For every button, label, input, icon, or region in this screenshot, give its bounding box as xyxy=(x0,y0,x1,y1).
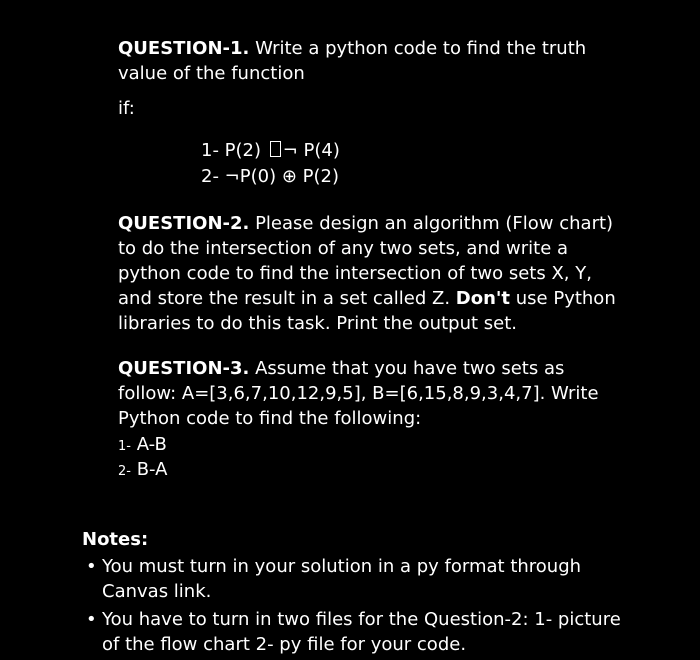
note-item-1-text: You must turn in your solution in a py format through Canvas link. xyxy=(102,556,582,602)
question-1-item-2: 2- ¬P(0) ⊕ P(2) xyxy=(201,166,339,187)
question-2-text-after: use Python libraries to do this task. Print the output set. xyxy=(118,288,616,334)
question-1 xyxy=(118,36,638,86)
question-2 xyxy=(118,211,618,336)
notes-section xyxy=(82,527,642,660)
question-1-item-1-suffix: ¬ P(4) xyxy=(282,140,340,161)
bullet-icon: • xyxy=(86,556,97,577)
question-1-if: if: xyxy=(118,98,135,119)
missing-glyph-icon xyxy=(270,141,281,157)
question-3-text: Assume that you have two sets as follow: A=[3,6,7,10,12,9,5], B=[6,15,8,9,3,4,7]. Write Python code to find the following: xyxy=(118,358,599,429)
notes-title: Notes: xyxy=(82,529,149,550)
question-1-text: Write a python code to find the truth value of the function xyxy=(118,38,587,84)
question-3-item-2 xyxy=(118,457,618,482)
question-3-item-2-number: 2- xyxy=(118,464,131,479)
question-3-item-1 xyxy=(118,432,618,457)
question-1-item-1-prefix: 1- P(2) xyxy=(201,140,267,161)
question-1-items xyxy=(201,138,340,190)
note-item-2-text: You have to turn in two files for the Question-2: 1- picture of the flow chart 2- py file for your code. xyxy=(102,609,621,655)
question-3 xyxy=(118,356,618,482)
question-2-label: QUESTION-2. xyxy=(118,213,250,234)
question-3-item-2-text: B-A xyxy=(130,459,168,480)
question-2-text-before: Please design an algorithm (Flow chart) to do the intersection of any two sets, and write a python code to find the intersection of two sets X, Y, and store the result in a set called Z. xyxy=(118,213,614,309)
question-1-label: QUESTION-1. xyxy=(118,38,250,59)
question-3-item-1-text: A-B xyxy=(130,434,167,455)
question-1-item-1 xyxy=(201,138,340,164)
note-item-1 xyxy=(82,554,642,604)
question-3-items xyxy=(118,432,618,482)
question-3-label: QUESTION-3. xyxy=(118,358,250,379)
question-2-bold-word: Don't xyxy=(455,288,511,309)
bullet-icon: • xyxy=(86,609,97,630)
question-3-body xyxy=(118,356,618,431)
question-3-item-1-number: 1- xyxy=(118,439,131,454)
